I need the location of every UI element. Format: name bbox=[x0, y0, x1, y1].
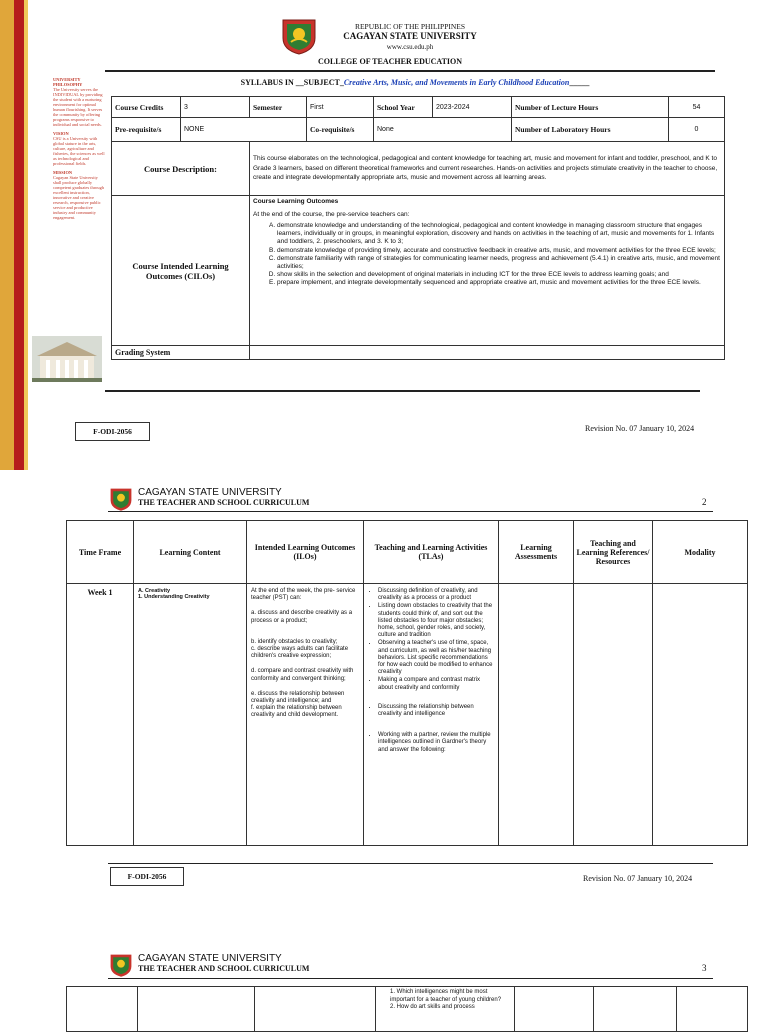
clo-item: E. prepare implement, and integrate developmentally sequenced and appropriate creative art, music and movement activities for the three ECE levels. bbox=[277, 279, 721, 287]
page3-subtitle: THE TEACHER AND SCHOOL CURRICULUM bbox=[138, 964, 310, 973]
col-modality: Modality bbox=[653, 521, 748, 584]
question-item: 2. How do art skills and process bbox=[390, 1004, 475, 1010]
empty-cell bbox=[594, 987, 677, 1032]
clo-item: C. demonstrate familiarity with range of strategies for communicating learner needs, progress and achievement (5.4.1) in creative arts, music, and movement activities; bbox=[277, 255, 721, 271]
ilo-item: b. identify obstacles to creativity; bbox=[251, 638, 338, 645]
references-cell bbox=[574, 584, 653, 846]
clo-item: A. demonstrate knowledge and understanding of the technological, pedagogical and content knowledge in managing classroom structure that engages learners, individually or in groups, in meaningful exploration, discovery and hands on activities in the teaching of art, music and movements for 1. Infants and toddlers, 2. preschoolers, and 3. K to 3; bbox=[277, 222, 721, 247]
prerequisite-label: Pre-requisite/s bbox=[112, 118, 181, 142]
university-name: CAGAYAN STATE UNIVERSITY bbox=[343, 31, 477, 41]
tla-item: • Making a compare and contrast matrix about creativity and conformity bbox=[378, 677, 494, 691]
school-year-value: 2023-2024 bbox=[433, 97, 512, 118]
university-seal-icon bbox=[108, 952, 134, 978]
semester-value: First bbox=[307, 97, 374, 118]
mission-title: MISSION bbox=[53, 170, 73, 175]
philosophy-text: The University serves the INDIVIDUAL by providing the student with a nurturing environment for optimal human flourishing. It serves the community by offering programs responsive to individual and social needs. bbox=[53, 87, 103, 127]
ilo-item: c. describe ways adults can facilitate children's creative expression; bbox=[251, 646, 349, 660]
prerequisite-value: NONE bbox=[181, 118, 307, 142]
school-year-label: School Year bbox=[374, 97, 433, 118]
page-number: 2 bbox=[702, 497, 707, 507]
ilo-item: d. compare and contrast creativity with conformity and convergent thinking; bbox=[251, 668, 354, 682]
campus-building-image bbox=[32, 336, 102, 382]
tla-list bbox=[368, 588, 494, 754]
page2-university-name: CAGAYAN STATE UNIVERSITY bbox=[138, 487, 282, 498]
empty-cell bbox=[677, 987, 748, 1032]
clo-item: B. demonstrate knowledge of providing timely, accurate and constructive feedback in creative arts, music, and movement activities for the three ECE levels; bbox=[277, 247, 721, 255]
page1-footer-divider bbox=[105, 390, 700, 392]
ilo-item: a. discuss and describe creativity as a process or a product; bbox=[251, 610, 353, 624]
philosophy-title: UNIVERSITY PHILOSOPHY bbox=[53, 77, 83, 87]
col-time-frame: Time Frame bbox=[67, 521, 134, 584]
university-seal-icon bbox=[279, 16, 319, 56]
corequisite-value: None bbox=[374, 118, 512, 142]
content-1: 1. Understanding Creativity bbox=[138, 594, 210, 600]
semester-label: Semester bbox=[250, 97, 307, 118]
university-seal-icon bbox=[108, 486, 134, 512]
syllabus-title bbox=[110, 78, 720, 87]
col-assessments: Learning Assessments bbox=[499, 521, 574, 584]
page3-header-divider bbox=[108, 978, 713, 979]
lab-hours-label: Number of Laboratory Hours bbox=[512, 118, 669, 142]
course-info-table bbox=[111, 96, 725, 360]
clo-item: D. show skills in the selection and development of original materials in including ICT for the three ECE levels to address learning goals; and bbox=[277, 271, 721, 279]
col-ilos: Intended Learning Outcomes (ILOs) bbox=[247, 521, 364, 584]
page2-footer-divider bbox=[108, 863, 713, 864]
vision-text: CSU is a University with global stature in the arts, culture, agriculture and fisheries, the sciences as well as technological and professional fields. bbox=[53, 136, 105, 166]
ilo-cell bbox=[247, 584, 364, 846]
lecture-hours-value: 54 bbox=[669, 97, 725, 118]
tla-item: • Listing down obstacles to creativity that the students could think of, and sort out the listed obstacles to four major obstacles; home, school, gender roles, and society, culture and tradition bbox=[378, 603, 494, 639]
university-website[interactable]: www.csu.edu.ph bbox=[386, 43, 434, 51]
grading-system-label: Grading System bbox=[112, 346, 250, 360]
page-number: 3 bbox=[702, 963, 707, 973]
col-tlas: Teaching and Learning Activities (TLAs) bbox=[364, 521, 499, 584]
content-a: A. Creativity bbox=[138, 588, 171, 594]
cilo-label: Course Intended Learning Outcomes (CILOs) bbox=[112, 196, 250, 346]
republic-label: REPUBLIC OF THE PHILIPPINES bbox=[354, 22, 466, 31]
lecture-hours-label: Number of Lecture Hours bbox=[512, 97, 669, 118]
learning-content-cell bbox=[134, 584, 247, 846]
course-credits-label: Course Credits bbox=[112, 97, 181, 118]
tla-item: • Discussing the relationship between creativity and intelligence bbox=[378, 704, 494, 718]
empty-cell bbox=[138, 987, 255, 1032]
form-code-box: F-ODI-2056 bbox=[110, 867, 184, 886]
tla-item: • Observing a teacher's use of time, space, and curriculum, as well as his/her teaching behaviors. List specific recommendations for how each could be modified to enhance creativity bbox=[378, 640, 494, 676]
grading-system-value bbox=[250, 346, 725, 360]
clo-title: Course Learning Outcomes bbox=[253, 198, 339, 205]
decorative-stripe-red bbox=[14, 0, 24, 470]
col-references: Teaching and Learning References/ Resources bbox=[574, 521, 653, 584]
tla-item: • Working with a partner, review the multiple intelligences outlined in Gardner's theory and answer the following: bbox=[378, 732, 494, 754]
syllabus-suffix: _____ bbox=[569, 78, 590, 87]
lab-hours-value: 0 bbox=[669, 118, 725, 142]
revision-text: Revision No. 07 January 10, 2024 bbox=[585, 424, 695, 433]
syllabus-prefix: SYLLABUS IN __SUBJECT_ bbox=[240, 78, 344, 87]
mission-text: Cagayan State University shall produce globally competent graduates through excellent instruction, innovative and creative research, responsive public service and productive industry and community engagement. bbox=[53, 175, 104, 220]
college-name: COLLEGE OF TEACHER EDUCATION bbox=[317, 57, 463, 66]
week-cell: Week 1 bbox=[67, 584, 134, 846]
empty-cell bbox=[515, 987, 594, 1032]
col-learning-content: Learning Content bbox=[134, 521, 247, 584]
decorative-stripe-light bbox=[24, 0, 28, 470]
lesson-plan-table-continued bbox=[66, 986, 748, 1032]
revision-text: Revision No. 07 January 10, 2024 bbox=[583, 874, 693, 883]
questions-cell bbox=[376, 987, 515, 1032]
tla-cell bbox=[364, 584, 499, 846]
clo-intro: At the end of the course, the pre-service teachers can: bbox=[253, 211, 410, 218]
page2-header-divider bbox=[108, 511, 713, 512]
course-description-text: This course elaborates on the technological, pedagogical and content knowledge for teaching art, music and movement for infant and toddler, preschool, and K to Grade 3 learners, based on different theoretical frameworks and current researches. Hands-on activities and projects stimulate creativity in the teacher to choose, create and integrate developmentally appropriate arts, music and movement across all learning areas. bbox=[250, 142, 725, 196]
assessment-cell bbox=[499, 584, 574, 846]
modality-cell bbox=[653, 584, 748, 846]
course-description-label: Course Description: bbox=[112, 142, 250, 196]
header-divider bbox=[105, 70, 715, 72]
form-code-box: F-ODI-2056 bbox=[75, 422, 150, 441]
decorative-stripe-gold bbox=[0, 0, 14, 470]
empty-cell bbox=[67, 987, 138, 1032]
sidebar-philosophy-vision-mission bbox=[53, 73, 105, 220]
course-credits-value: 3 bbox=[181, 97, 250, 118]
page2-subtitle: THE TEACHER AND SCHOOL CURRICULUM bbox=[138, 498, 310, 507]
tla-item: • Discussing definition of creativity, and creativity as a process or a product bbox=[378, 588, 494, 602]
ilo-intro: At the end of the week, the pre- service teacher (PST) can: bbox=[251, 588, 356, 602]
ilo-item: e. discuss the relationship between creativity and intelligence; and bbox=[251, 690, 345, 705]
empty-cell bbox=[255, 987, 376, 1032]
ilo-item: f. explain the relationship between creativity and child development. bbox=[251, 705, 342, 719]
question-item: 1. Which intelligences might be most important for a teacher of young children? bbox=[390, 989, 502, 1003]
cilo-content bbox=[250, 196, 725, 346]
page3-university-name: CAGAYAN STATE UNIVERSITY bbox=[138, 953, 282, 964]
syllabus-subject: Creative Arts, Music, and Movements in Early Childhood Education bbox=[343, 78, 570, 87]
lesson-plan-table bbox=[66, 520, 748, 846]
vision-title: VISION bbox=[53, 131, 69, 136]
corequisite-label: Co-requisite/s bbox=[307, 118, 374, 142]
clo-list bbox=[253, 222, 721, 288]
